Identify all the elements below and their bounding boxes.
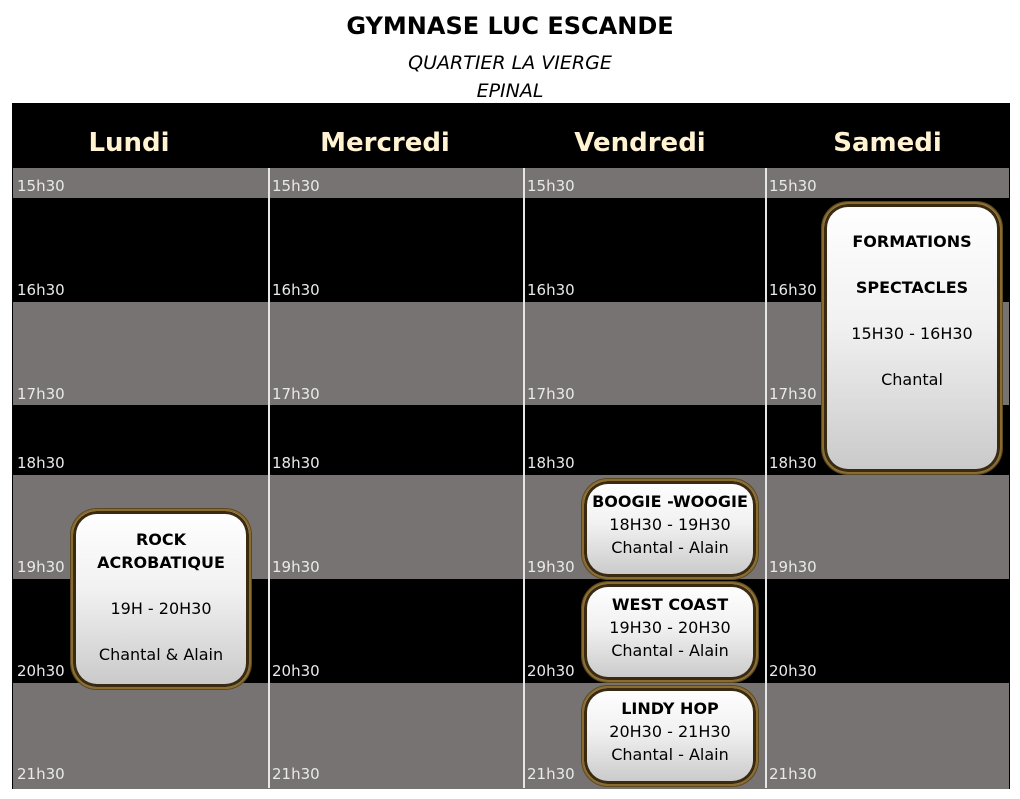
time-label: 16h30 bbox=[272, 281, 320, 299]
time-label: 20h30 bbox=[17, 662, 65, 680]
class-teachers: Chantal - Alain bbox=[611, 538, 729, 557]
time-label: 20h30 bbox=[769, 662, 817, 680]
time-label: 17h30 bbox=[527, 385, 575, 403]
class-title: ROCK bbox=[135, 530, 187, 549]
time-label: 19h30 bbox=[17, 558, 65, 576]
page-title: GYMNASE LUC ESCANDE bbox=[346, 12, 674, 40]
class-time: 19H - 20H30 bbox=[110, 599, 212, 618]
time-label: 15h30 bbox=[769, 177, 817, 195]
time-label: 15h30 bbox=[527, 177, 575, 195]
class-title: LINDY HOP bbox=[621, 699, 719, 718]
time-label: 20h30 bbox=[272, 662, 320, 680]
class-teachers: Chantal & Alain bbox=[98, 645, 224, 664]
time-label: 21h30 bbox=[769, 765, 817, 783]
time-label: 20h30 bbox=[527, 662, 575, 680]
subtitle-city: EPINAL bbox=[476, 80, 544, 102]
class-time: 20H30 - 21H30 bbox=[609, 722, 731, 741]
time-label: 17h30 bbox=[769, 385, 817, 403]
column-divider bbox=[268, 168, 270, 788]
time-label: 18h30 bbox=[769, 454, 817, 472]
time-label: 15h30 bbox=[17, 177, 65, 195]
row-band-1530 bbox=[13, 168, 1009, 198]
class-title: ACROBATIQUE bbox=[97, 553, 225, 572]
day-header-samedi: Samedi bbox=[833, 128, 942, 158]
class-card-west-coast[interactable] bbox=[582, 582, 758, 682]
class-teachers: Chantal - Alain bbox=[611, 745, 729, 764]
time-label: 16h30 bbox=[769, 281, 817, 299]
time-label: 15h30 bbox=[272, 177, 320, 195]
class-card-boogie-woogie[interactable] bbox=[582, 479, 758, 579]
class-teachers: Chantal - Alain bbox=[611, 641, 729, 660]
time-label: 18h30 bbox=[527, 454, 575, 472]
day-header-lundi: Lundi bbox=[88, 128, 170, 158]
class-title: BOOGIE -WOOGIE bbox=[592, 492, 748, 511]
time-label: 18h30 bbox=[272, 454, 320, 472]
class-title: WEST COAST bbox=[611, 595, 729, 614]
time-label: 19h30 bbox=[527, 558, 575, 576]
class-card-rock-acrobatique[interactable] bbox=[71, 509, 251, 689]
time-label: 18h30 bbox=[17, 454, 65, 472]
day-header-mercredi: Mercredi bbox=[320, 128, 450, 158]
class-time: 15H30 - 16H30 bbox=[851, 324, 973, 343]
column-divider bbox=[765, 168, 767, 788]
class-card-formations-spectacles[interactable] bbox=[822, 202, 1002, 474]
time-label: 16h30 bbox=[17, 281, 65, 299]
time-label: 19h30 bbox=[272, 558, 320, 576]
time-label: 17h30 bbox=[17, 385, 65, 403]
time-label: 21h30 bbox=[17, 765, 65, 783]
time-label: 21h30 bbox=[272, 765, 320, 783]
day-header-vendredi: Vendredi bbox=[574, 128, 706, 158]
class-title: SPECTACLES bbox=[855, 278, 969, 297]
column-divider bbox=[523, 168, 525, 788]
time-label: 16h30 bbox=[527, 281, 575, 299]
time-label: 19h30 bbox=[769, 558, 817, 576]
class-title: FORMATIONS bbox=[852, 232, 972, 251]
row-band-2130 bbox=[13, 683, 1009, 789]
class-card-lindy-hop[interactable] bbox=[582, 686, 758, 786]
subtitle-quartier: QUARTIER LA VIERGE bbox=[408, 52, 612, 74]
class-teachers: Chantal bbox=[881, 370, 943, 389]
class-time: 18H30 - 19H30 bbox=[609, 515, 731, 534]
time-label: 21h30 bbox=[527, 765, 575, 783]
class-time: 19H30 - 20H30 bbox=[609, 618, 731, 637]
time-label: 17h30 bbox=[272, 385, 320, 403]
